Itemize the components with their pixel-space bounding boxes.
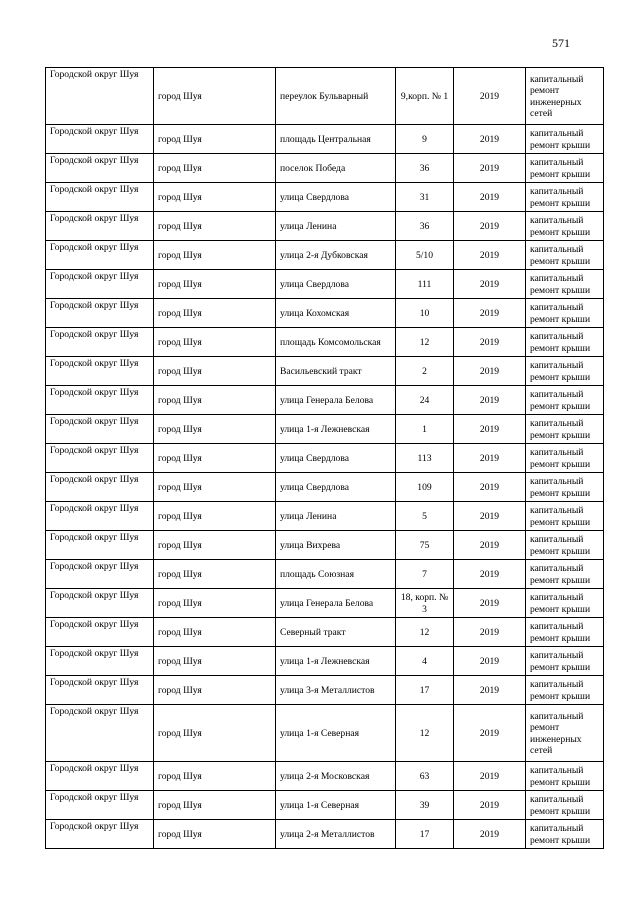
cell-house-number: 2: [396, 357, 454, 386]
cell-district: Городской округ Шуя: [46, 676, 154, 705]
cell-house-number: 5: [396, 502, 454, 531]
cell-year: 2019: [454, 357, 526, 386]
table-row: [46, 502, 604, 531]
cell-district: Городской округ Шуя: [46, 647, 154, 676]
cell-street: улица 2-я Дубковская: [276, 241, 396, 270]
cell-city: город Шуя: [154, 647, 276, 676]
cell-year: 2019: [454, 589, 526, 618]
cell-city: город Шуя: [154, 589, 276, 618]
cell-year: 2019: [454, 618, 526, 647]
cell-year: 2019: [454, 560, 526, 589]
repair-schedule-table: [45, 67, 604, 849]
cell-city: город Шуя: [154, 328, 276, 357]
table-row: [46, 125, 604, 154]
cell-district: Городской округ Шуя: [46, 502, 154, 531]
cell-city: город Шуя: [154, 241, 276, 270]
table-row: [46, 705, 604, 762]
cell-house-number: 63: [396, 762, 454, 791]
table-row: [46, 560, 604, 589]
cell-street: улица 2-я Металлистов: [276, 820, 396, 849]
table-row: [46, 299, 604, 328]
cell-year: 2019: [454, 791, 526, 820]
table-row: [46, 241, 604, 270]
table-row: [46, 647, 604, 676]
table-row: [46, 531, 604, 560]
cell-year: 2019: [454, 444, 526, 473]
cell-year: 2019: [454, 415, 526, 444]
cell-district: Городской округ Шуя: [46, 820, 154, 849]
cell-year: 2019: [454, 154, 526, 183]
table-row: [46, 415, 604, 444]
cell-district: Городской округ Шуя: [46, 531, 154, 560]
cell-house-number: 17: [396, 820, 454, 849]
cell-year: 2019: [454, 125, 526, 154]
cell-street: улица Ленина: [276, 502, 396, 531]
cell-year: 2019: [454, 762, 526, 791]
cell-house-number: 31: [396, 183, 454, 212]
cell-district: Городской округ Шуя: [46, 386, 154, 415]
cell-house-number: 12: [396, 328, 454, 357]
cell-district: Городской округ Шуя: [46, 328, 154, 357]
cell-year: 2019: [454, 183, 526, 212]
cell-district: Городской округ Шуя: [46, 183, 154, 212]
cell-house-number: 9,корп. № 1: [396, 68, 454, 125]
cell-house-number: 36: [396, 212, 454, 241]
cell-work-type: капитальный ремонт крыши: [526, 531, 604, 560]
table-row: [46, 762, 604, 791]
cell-year: 2019: [454, 299, 526, 328]
cell-city: город Шуя: [154, 183, 276, 212]
cell-year: 2019: [454, 328, 526, 357]
cell-street: улица Генерала Белова: [276, 386, 396, 415]
cell-district: Городской округ Шуя: [46, 125, 154, 154]
cell-house-number: 39: [396, 791, 454, 820]
cell-work-type: капитальный ремонт крыши: [526, 647, 604, 676]
table-row: [46, 618, 604, 647]
cell-district: Городской округ Шуя: [46, 705, 154, 762]
cell-year: 2019: [454, 502, 526, 531]
cell-city: город Шуя: [154, 618, 276, 647]
cell-street: площадь Центральная: [276, 125, 396, 154]
cell-work-type: капитальный ремонт крыши: [526, 473, 604, 502]
table-row: [46, 183, 604, 212]
cell-work-type: капитальный ремонт инженерных сетей: [526, 68, 604, 125]
cell-work-type: капитальный ремонт крыши: [526, 618, 604, 647]
cell-house-number: 113: [396, 444, 454, 473]
cell-district: Городской округ Шуя: [46, 270, 154, 299]
cell-year: 2019: [454, 676, 526, 705]
cell-street: улица 3-я Металлистов: [276, 676, 396, 705]
cell-house-number: 9: [396, 125, 454, 154]
cell-year: 2019: [454, 270, 526, 299]
cell-city: город Шуя: [154, 473, 276, 502]
cell-work-type: капитальный ремонт крыши: [526, 444, 604, 473]
cell-district: Городской округ Шуя: [46, 560, 154, 589]
cell-street: улица 1-я Северная: [276, 705, 396, 762]
cell-house-number: 12: [396, 618, 454, 647]
cell-house-number: 18, корп. № 3: [396, 589, 454, 618]
cell-house-number: 75: [396, 531, 454, 560]
cell-city: город Шуя: [154, 762, 276, 791]
cell-street: площадь Союзная: [276, 560, 396, 589]
cell-house-number: 24: [396, 386, 454, 415]
cell-city: город Шуя: [154, 270, 276, 299]
table-row: [46, 444, 604, 473]
cell-district: Городской округ Шуя: [46, 618, 154, 647]
cell-house-number: 7: [396, 560, 454, 589]
cell-district: Городской округ Шуя: [46, 299, 154, 328]
cell-work-type: капитальный ремонт крыши: [526, 241, 604, 270]
cell-year: 2019: [454, 386, 526, 415]
cell-city: город Шуя: [154, 386, 276, 415]
table-row: [46, 212, 604, 241]
cell-street: улица Свердлова: [276, 183, 396, 212]
table-row: [46, 357, 604, 386]
cell-city: город Шуя: [154, 154, 276, 183]
cell-city: город Шуя: [154, 531, 276, 560]
cell-work-type: капитальный ремонт инженерных сетей: [526, 705, 604, 762]
table-row: [46, 386, 604, 415]
table-row: [46, 473, 604, 502]
cell-work-type: капитальный ремонт крыши: [526, 299, 604, 328]
cell-year: 2019: [454, 820, 526, 849]
table-body: [46, 68, 604, 849]
cell-work-type: капитальный ремонт крыши: [526, 270, 604, 299]
cell-city: город Шуя: [154, 299, 276, 328]
cell-city: город Шуя: [154, 444, 276, 473]
cell-year: 2019: [454, 241, 526, 270]
cell-work-type: капитальный ремонт крыши: [526, 589, 604, 618]
cell-house-number: 111: [396, 270, 454, 299]
cell-street: Васильевский тракт: [276, 357, 396, 386]
repair-schedule-table-container: [45, 67, 603, 849]
cell-street: улица 1-я Северная: [276, 791, 396, 820]
table-row: [46, 328, 604, 357]
cell-work-type: капитальный ремонт крыши: [526, 386, 604, 415]
cell-city: город Шуя: [154, 415, 276, 444]
cell-house-number: 12: [396, 705, 454, 762]
cell-house-number: 5/10: [396, 241, 454, 270]
cell-year: 2019: [454, 531, 526, 560]
cell-city: город Шуя: [154, 820, 276, 849]
cell-year: 2019: [454, 647, 526, 676]
cell-work-type: капитальный ремонт крыши: [526, 676, 604, 705]
table-row: [46, 820, 604, 849]
cell-district: Городской округ Шуя: [46, 444, 154, 473]
cell-district: Городской округ Шуя: [46, 357, 154, 386]
cell-street: площадь Комсомольская: [276, 328, 396, 357]
cell-street: Северный тракт: [276, 618, 396, 647]
cell-work-type: капитальный ремонт крыши: [526, 328, 604, 357]
cell-house-number: 109: [396, 473, 454, 502]
cell-street: улица Генерала Белова: [276, 589, 396, 618]
cell-district: Городской округ Шуя: [46, 762, 154, 791]
cell-district: Городской округ Шуя: [46, 791, 154, 820]
cell-city: город Шуя: [154, 560, 276, 589]
cell-street: улица Ленина: [276, 212, 396, 241]
cell-work-type: капитальный ремонт крыши: [526, 791, 604, 820]
cell-district: Городской округ Шуя: [46, 212, 154, 241]
cell-street: улица Свердлова: [276, 270, 396, 299]
table-row: [46, 68, 604, 125]
cell-house-number: 17: [396, 676, 454, 705]
cell-street: переулок Бульварный: [276, 68, 396, 125]
cell-street: улица 1-я Лежневская: [276, 647, 396, 676]
cell-street: улица Свердлова: [276, 444, 396, 473]
cell-city: город Шуя: [154, 502, 276, 531]
cell-city: город Шуя: [154, 676, 276, 705]
cell-city: город Шуя: [154, 357, 276, 386]
cell-house-number: 36: [396, 154, 454, 183]
cell-work-type: капитальный ремонт крыши: [526, 820, 604, 849]
cell-street: улица Вихрева: [276, 531, 396, 560]
page-number: 571: [552, 36, 570, 50]
cell-street: улица 1-я Лежневская: [276, 415, 396, 444]
cell-city: город Шуя: [154, 705, 276, 762]
cell-work-type: капитальный ремонт крыши: [526, 154, 604, 183]
cell-city: город Шуя: [154, 68, 276, 125]
cell-house-number: 10: [396, 299, 454, 328]
cell-street: улица 2-я Московская: [276, 762, 396, 791]
cell-year: 2019: [454, 68, 526, 125]
cell-year: 2019: [454, 705, 526, 762]
cell-district: Городской округ Шуя: [46, 68, 154, 125]
table-row: [46, 589, 604, 618]
cell-district: Городской округ Шуя: [46, 415, 154, 444]
cell-district: Городской округ Шуя: [46, 241, 154, 270]
cell-work-type: капитальный ремонт крыши: [526, 415, 604, 444]
cell-district: Городской округ Шуя: [46, 473, 154, 502]
cell-work-type: капитальный ремонт крыши: [526, 560, 604, 589]
table-row: [46, 270, 604, 299]
cell-city: город Шуя: [154, 212, 276, 241]
cell-house-number: 4: [396, 647, 454, 676]
cell-city: город Шуя: [154, 791, 276, 820]
cell-house-number: 1: [396, 415, 454, 444]
cell-work-type: капитальный ремонт крыши: [526, 212, 604, 241]
table-row: [46, 791, 604, 820]
cell-street: улица Свердлова: [276, 473, 396, 502]
cell-district: Городской округ Шуя: [46, 154, 154, 183]
cell-work-type: капитальный ремонт крыши: [526, 357, 604, 386]
cell-work-type: капитальный ремонт крыши: [526, 502, 604, 531]
cell-city: город Шуя: [154, 125, 276, 154]
cell-year: 2019: [454, 212, 526, 241]
cell-year: 2019: [454, 473, 526, 502]
cell-work-type: капитальный ремонт крыши: [526, 183, 604, 212]
table-row: [46, 676, 604, 705]
cell-work-type: капитальный ремонт крыши: [526, 125, 604, 154]
cell-district: Городской округ Шуя: [46, 589, 154, 618]
cell-street: улица Кохомская: [276, 299, 396, 328]
table-row: [46, 154, 604, 183]
cell-work-type: капитальный ремонт крыши: [526, 762, 604, 791]
cell-street: поселок Победа: [276, 154, 396, 183]
